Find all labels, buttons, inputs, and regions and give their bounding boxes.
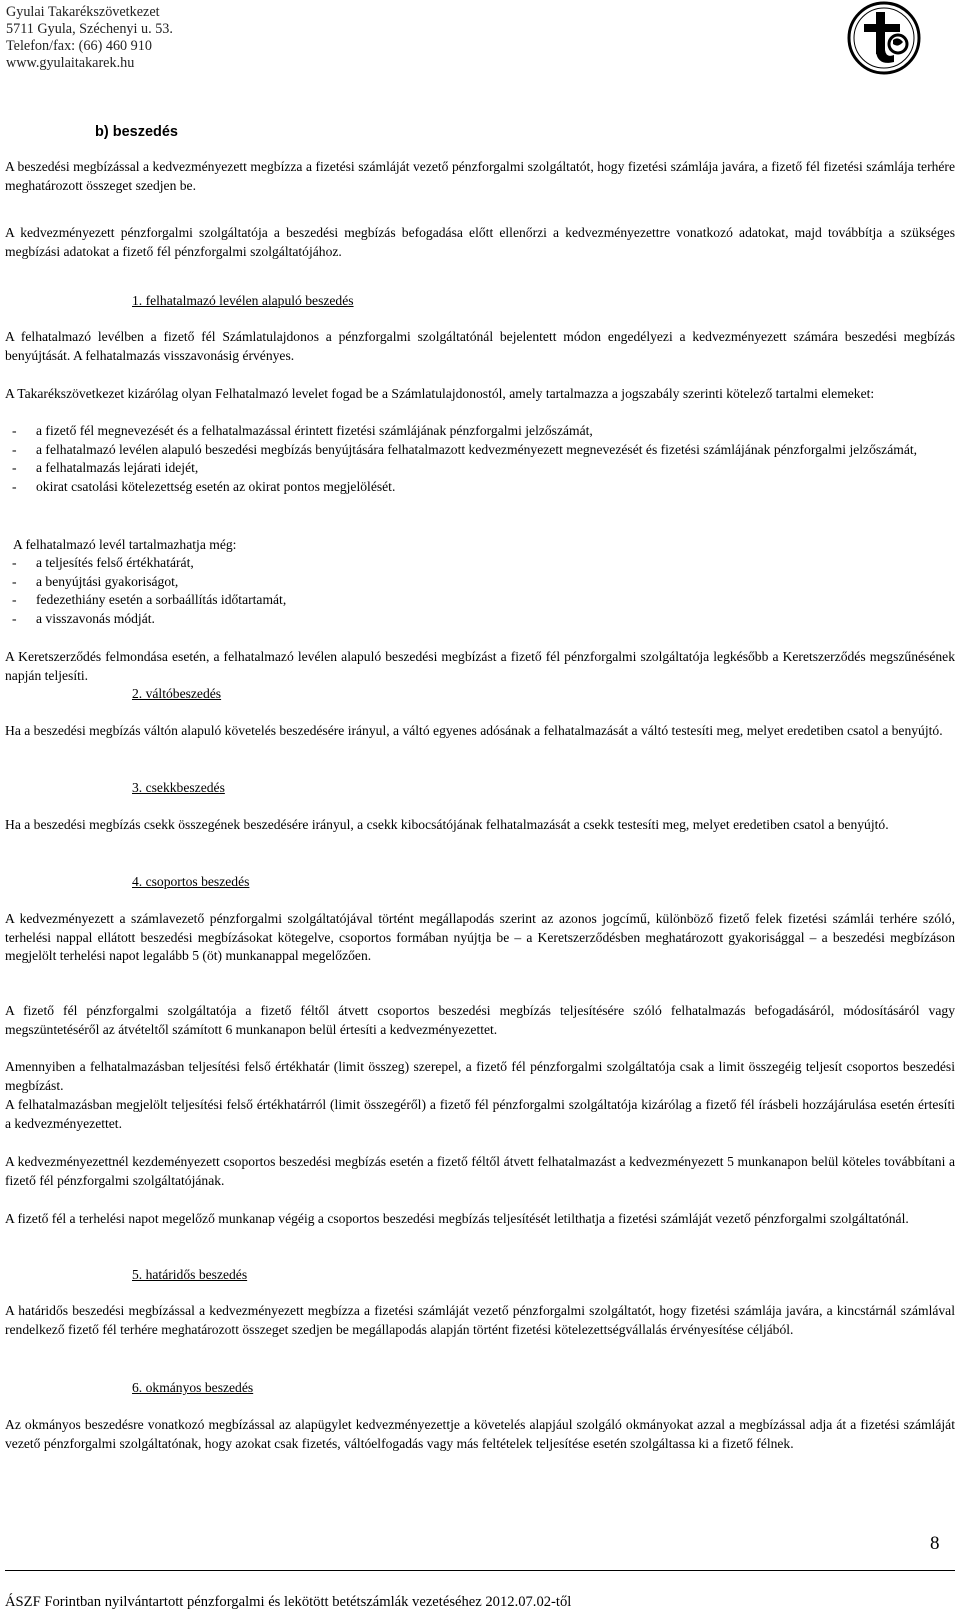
paragraph-1-3: A felhatalmazó levél tartalmazhatja még: [13, 537, 237, 552]
paragraph-4-3: Amennyiben a felhatalmazásban teljesítési felső értékhatár (limit összeg) szerepel, a fizető fél pénzforgalmi szolgáltatója csak a limit összegéig teljesít csoportos beszedési megbízást. [5, 1059, 955, 1093]
paragraph-6-1: Az okmányos beszedésre vonatkozó megbízással az alapügylet kedvezményezettje a követelés alapjául szolgáló okmányokat azzal a megbízással adja át a fizetési számláját vezető pénzforgalmi szolgáltatónak, hogy azokat csak fizetés, váltóelfogadás vagy más feltételek teljesítése esetén szolgáltassa ki a fizető félnek. [5, 1417, 955, 1451]
bank-address: 5711 Gyula, Széchenyi u. 53. [6, 21, 173, 37]
list-item: - a teljesítés felső értékhatárát, [12, 555, 194, 570]
paragraph-1-2: A Takarékszövetkezet kizárólag olyan Felhatalmazó levelet fogad be a Számlatulajdonostól, amely tartalmazza a jogszabály szerinti kötelező tartalmi elemeket: [5, 386, 875, 401]
footer-divider [5, 1570, 955, 1571]
required-elements-list [5, 422, 955, 496]
paragraph-1-1: A felhatalmazó levélben a fizető fél Számlatulajdonos a pénzforgalmi szolgáltatónál bejelentett módon engedélyezi a kedvezményezett számára beszedési megbízás benyújtását. A felhatalmazás visszavonásig érvényes. [5, 329, 955, 363]
page-number: 8 [930, 1533, 940, 1554]
paragraph-1-4: A Keretszerződés felmondása esetén, a felhatalmazó levélen alapuló beszedési megbízást a fizető fél pénzforgalmi szolgáltatója legkésőbb a Keretszerződés megszűnésének napján teljesíti. [5, 649, 955, 683]
paragraph-4-4: A felhatalmazásban megjelölt teljesítési felső értékhatárról (limit összegéről) a fizető fél pénzforgalmi szolgáltatója kizárólag a fizető fél írásbeli hozzájárulása esetén értesíti a kedvezményezettet. [5, 1097, 955, 1131]
paragraph-5-1: A határidős beszedési megbízással a kedvezményezett megbízza a fizetési számláját vezető pénzforgalmi szolgáltatót, hogy fizetési számlája javára, a kincstárnál számlával rendelkező fizető fél terhére meghatározott összeget szedjen be megállapodás alapján történt fizetési kötelezettségvállalás érvényesítése céljából. [5, 1303, 955, 1337]
subsection-title-2: 2. váltóbeszedés [132, 686, 222, 701]
paragraph-4-6: A fizető fél a terhelési napot megelőző munkanap végéig a csoportos beszedési megbízás teljesítését letilthatja a fizetési számláját vezető pénzforgalmi szolgáltatónál. [5, 1211, 909, 1226]
list-item: - a fizető fél megnevezését és a felhatalmazással érintett fizetési számlájának pénzforgalmi jelzőszámát, [12, 423, 593, 438]
paragraph-intro-2: A kedvezményezett pénzforgalmi szolgáltatója a beszedési megbízás befogadása előtt ellenőrzi a kedvezményezettre vonatkozó adatokat, majd továbbítja a szükséges megbízási adatokat a fizető fél pénzforgalmi szolgáltatójához. [5, 225, 955, 259]
subsection-title-1: 1. felhatalmazó levélen alapuló beszedés [132, 293, 354, 308]
takarek-logo-icon [846, 0, 922, 76]
list-item: - okirat csatolási kötelezettség esetén az okirat pontos megjelölését. [12, 478, 396, 494]
list-item: - fedezethiány esetén a sorbaállítás időtartamát, [12, 592, 287, 607]
list-item: - a visszavonás módját. [12, 610, 155, 626]
paragraph-4-2: A fizető fél pénzforgalmi szolgáltatója a fizető féltől átvett csoportos beszedési megbízás teljesítésére szóló felhatalmazás befogadásáról, módosításáról vagy megszüntetéséről az átvételtől számított 6 munkanapon belül értesíti a kedvezményezettet. [5, 1003, 955, 1037]
paragraph-4-1: A kedvezményezett a számlavezető pénzforgalmi szolgáltatójával történt megállapodás szerint az azonos jogcímű, különböző fizető felek fizetési számlái terhére szóló, terhelési nappal ellátott beszedési megbízásokat kötegelve, csoportos formában nyújtja be – a Keretszerződésben meghatározott gyakorisággal – a beszedési megbízáson megjelölt terhelési napot legalább 5 (öt) munkanappal megelőzően. [5, 911, 955, 963]
bank-phone: Telefon/fax: (66) 460 910 [6, 38, 152, 54]
footer-text: ÁSZF Forintban nyilvántartott pénzforgalmi és lekötött betétszámlák vezetéséhez 2012.07.02-től [5, 1594, 572, 1610]
paragraph-2-1: Ha a beszedési megbízás váltón alapuló követelés beszedésére irányul, a váltó egyenes adósának a felhatalmazását a váltó testesíti meg, melyet eredetiben csatol a benyújtó. [5, 723, 943, 738]
letterhead [6, 4, 173, 72]
bank-website: www.gyulaitakarek.hu [6, 55, 135, 71]
subsection-title-4: 4. csoportos beszedés [132, 874, 250, 889]
paragraph-intro-1: A beszedési megbízással a kedvezményezett megbízza a fizetési számláját vezető pénzforgalmi szolgáltatót, hogy fizetési számlája javára, a fizető fél fizetési számlája terhére meghatározott összeget szedjen be. [5, 159, 955, 193]
subsection-title-5: 5. határidős beszedés [132, 1267, 248, 1282]
list-item: - a felhatalmazás lejárati idejét, [12, 460, 199, 475]
list-item: - a benyújtási gyakoriságot, [12, 573, 179, 589]
section-heading: b) beszedés [95, 124, 178, 140]
paragraph-4-5: A kedvezményezettnél kezdeményezett csoportos beszedési megbízás esetén a fizető féltől átvett felhatalmazást a kedvezményezett 5 munkanapon belül köteles továbbítani a fizető fél pénzforgalmi szolgáltatójának. [5, 1154, 955, 1188]
bank-name: Gyulai Takarékszövetkezet [6, 4, 160, 20]
subsection-title-6: 6. okmányos beszedés [132, 1380, 254, 1395]
optional-elements-list [5, 554, 955, 628]
subsection-title-3: 3. csekkbeszedés [132, 780, 225, 795]
paragraph-3-1: Ha a beszedési megbízás csekk összegének beszedésére irányul, a csekk kibocsátójának felhatalmazását a csekk testesíti meg, melyet eredetiben csatol a benyújtó. [5, 817, 889, 832]
list-item: - a felhatalmazó levélen alapuló beszedési megbízás benyújtására felhatalmazott kedvezményezett megnevezését és fizetési számlájának pénzforgalmi jelzőszámát, [12, 441, 918, 457]
